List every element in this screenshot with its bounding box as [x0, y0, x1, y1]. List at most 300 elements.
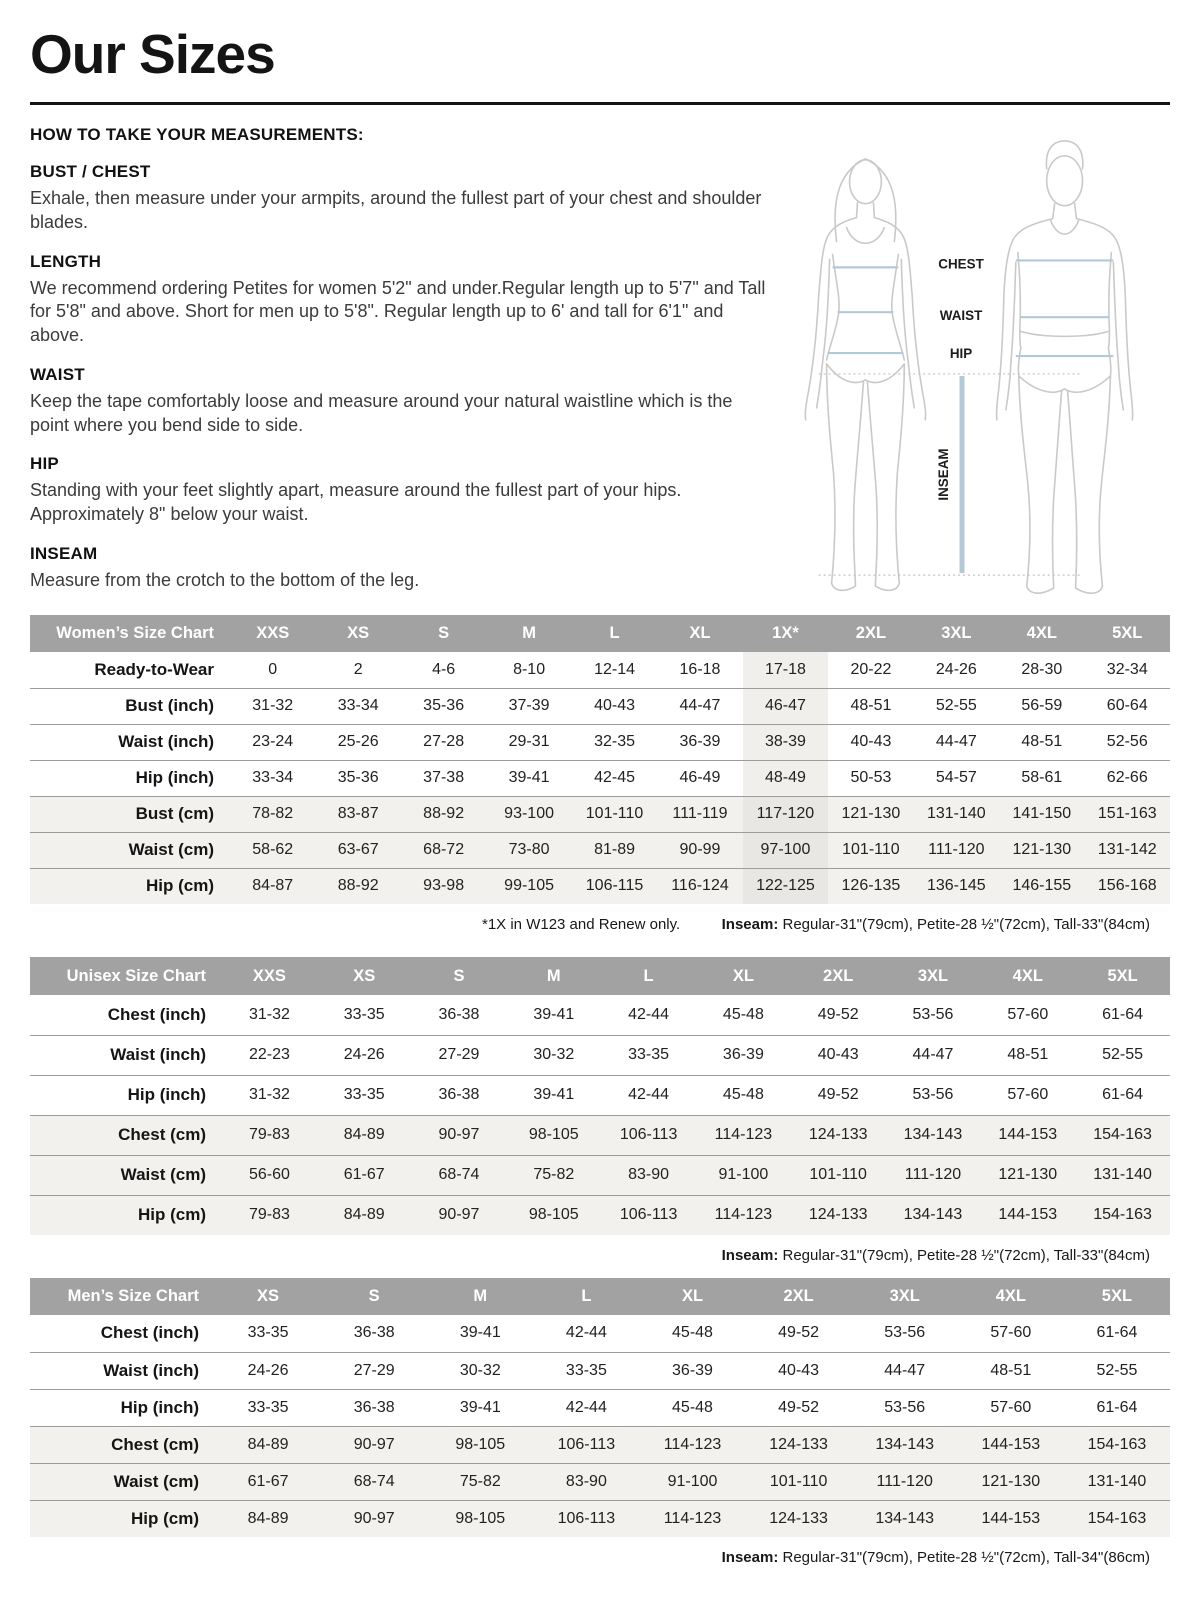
instructions-heading: HOW TO TAKE YOUR MEASUREMENTS:	[30, 125, 364, 144]
table-row	[30, 1463, 1170, 1500]
row-label: Hip (cm)	[138, 1205, 206, 1225]
row-label: Waist (cm)	[113, 1471, 199, 1491]
size-cell: 84-87	[252, 877, 294, 895]
size-cell: 101-110	[809, 1166, 867, 1183]
size-cell: 58-61	[1021, 769, 1063, 786]
size-cell: 33-35	[247, 1398, 289, 1416]
size-column-header: S	[321, 1278, 427, 1315]
size-cell: 44-47	[679, 697, 721, 714]
size-column-header: L	[533, 1278, 639, 1315]
header-row	[30, 957, 1170, 995]
size-column-header: 5XL	[1085, 615, 1170, 652]
size-cell: 78-82	[252, 805, 294, 822]
size-cell: 124-133	[808, 1206, 868, 1224]
size-cell: 134-143	[875, 1435, 935, 1453]
size-cell: 53-56	[912, 1086, 954, 1103]
size-cell: 111-120	[928, 841, 985, 858]
row-label: Chest (cm)	[118, 1125, 206, 1144]
size-cell: 136-145	[926, 877, 986, 895]
size-cell: 36-38	[353, 1324, 395, 1342]
unisex-size-table	[30, 957, 1170, 1235]
page-title: Our Sizes	[30, 23, 275, 85]
size-cell: 111-120	[876, 1472, 933, 1490]
womens-size-table	[30, 615, 1170, 904]
size-cell: 35-36	[423, 697, 465, 714]
row-label: Chest (inch)	[100, 1323, 199, 1343]
size-cell: 79-83	[248, 1126, 290, 1143]
size-cell: 45-48	[722, 1005, 764, 1023]
size-cell: 48-49	[743, 760, 828, 796]
size-cell: 91-100	[718, 1166, 769, 1183]
size-cell: 154-163	[1093, 1126, 1152, 1143]
section-text: Keep the tape comfortably loose and measure around your natural waistline which is the point where you bend side to side.	[30, 390, 733, 435]
size-cell: 48-51	[1021, 733, 1063, 750]
size-cell: 56-59	[1021, 697, 1063, 714]
row-label: Bust (inch)	[125, 696, 214, 715]
table-row	[30, 760, 1170, 796]
size-cell: 84-89	[247, 1509, 289, 1527]
size-column-header: XS	[215, 1278, 321, 1315]
size-cell: 151-163	[1097, 805, 1157, 822]
size-cell: 61-67	[247, 1472, 289, 1490]
size-cell: 52-55	[1096, 1361, 1138, 1379]
size-column-header: XL	[657, 615, 742, 652]
table-row	[30, 1389, 1170, 1426]
size-column-header: 3XL	[886, 957, 981, 995]
size-cell: 42-44	[565, 1398, 607, 1416]
row-label: Chest (cm)	[111, 1434, 199, 1454]
size-cell: 39-41	[533, 1005, 575, 1023]
size-cell: 27-29	[353, 1361, 395, 1379]
size-cell: 83-87	[337, 805, 379, 822]
table-row	[30, 1035, 1170, 1075]
size-cell: 40-43	[817, 1046, 859, 1063]
size-cell: 45-48	[672, 1398, 713, 1416]
size-cell: 35-36	[337, 769, 379, 786]
size-cell: 101-110	[842, 841, 900, 858]
size-cell: 90-97	[438, 1206, 480, 1224]
size-column-header: XL	[639, 1278, 745, 1315]
table-row	[30, 1155, 1170, 1195]
size-cell: 36-39	[722, 1046, 764, 1063]
size-cell: 88-92	[337, 877, 379, 895]
size-cell: 154-163	[1093, 1206, 1152, 1224]
row-label: Waist (inch)	[118, 732, 214, 751]
header-row	[30, 615, 1170, 652]
mens-size-table	[30, 1278, 1170, 1537]
size-cell: 52-55	[1102, 1046, 1144, 1063]
table-row	[30, 1115, 1170, 1155]
size-cell: 32-35	[594, 733, 635, 750]
size-column-header: 4XL	[999, 615, 1084, 652]
section-label: BUST / CHEST	[30, 162, 151, 181]
size-cell: 39-41	[459, 1324, 501, 1342]
section-label: INSEAM	[30, 543, 98, 563]
size-column-header: 3XL	[914, 615, 999, 652]
table-row	[30, 868, 1170, 904]
size-cell: 52-55	[935, 697, 977, 714]
diagram-label-inseam: INSEAM	[936, 448, 952, 501]
row-label: Waist (inch)	[103, 1360, 199, 1380]
size-column-header: 2XL	[828, 615, 913, 652]
size-cell: 42-44	[628, 1086, 670, 1103]
size-cell: 124-133	[808, 1126, 868, 1143]
size-cell: 99-105	[504, 877, 554, 895]
size-cell: 122-125	[743, 868, 828, 904]
size-cell: 61-64	[1096, 1398, 1138, 1416]
size-cell: 131-140	[1087, 1472, 1147, 1490]
size-cell: 29-31	[508, 733, 550, 750]
size-cell: 58-62	[252, 841, 294, 858]
size-cell: 49-52	[778, 1398, 820, 1416]
size-cell: 141-150	[1012, 805, 1072, 822]
womens-chart-footnote	[30, 916, 1170, 933]
size-cell: 23-24	[252, 733, 294, 750]
size-column-header: XXS	[222, 957, 317, 995]
size-cell: 33-35	[247, 1324, 289, 1342]
size-column-header: S	[412, 957, 507, 995]
size-cell: 25-26	[337, 733, 379, 750]
size-cell: 40-43	[778, 1361, 820, 1379]
size-column-header: XL	[696, 957, 791, 995]
size-cell: 101-110	[585, 805, 644, 822]
header-row	[30, 1278, 1170, 1315]
size-cell: 93-98	[423, 877, 465, 895]
size-cell: 24-26	[247, 1361, 289, 1379]
size-cell: 53-56	[884, 1324, 926, 1342]
section-text: We recommend ordering Petites for women 5'2" and under.Regular length up to 5'7" and Tall for 5'8" and above. Short for men up to 5'8". Regular length up to 6' and tall for 6'1" and above.	[30, 277, 766, 345]
size-cell: 30-32	[459, 1361, 501, 1379]
row-label: Ready-to-Wear	[94, 659, 214, 679]
size-cell: 121-130	[998, 1166, 1058, 1183]
size-cell: 84-89	[247, 1435, 289, 1453]
woman-figure	[805, 159, 925, 590]
chart-footnote-inseam: Inseam: Regular-31"(79cm), Petite-28 ½"(72cm), Tall-33"(84cm)	[721, 1247, 1150, 1264]
size-cell: 49-52	[817, 1005, 859, 1023]
size-cell: 42-44	[565, 1324, 607, 1342]
size-cell: 36-38	[353, 1398, 395, 1416]
size-cell: 33-34	[337, 697, 379, 714]
measurement-instructions	[30, 125, 770, 603]
row-label: Hip (cm)	[146, 876, 214, 896]
top-section	[30, 125, 1170, 603]
size-cell: 31-32	[248, 1005, 290, 1023]
size-cell: 131-142	[1097, 841, 1157, 858]
size-column-header: M	[506, 957, 601, 995]
row-label: Hip (cm)	[131, 1508, 199, 1528]
size-cell: 8-10	[513, 660, 546, 678]
body-measurement-illustration	[770, 125, 1170, 603]
row-label: Waist (cm)	[128, 840, 214, 859]
section-length	[30, 252, 770, 348]
table-row	[30, 832, 1170, 868]
size-column-header: XS	[317, 957, 412, 995]
size-cell: 39-41	[459, 1398, 501, 1416]
size-cell: 121-130	[981, 1472, 1041, 1490]
size-cell: 52-56	[1106, 733, 1148, 750]
size-cell: 38-39	[743, 724, 828, 760]
size-cell: 20-22	[850, 660, 892, 678]
size-cell: 116-124	[671, 877, 729, 895]
mens-chart-footnote	[30, 1549, 1170, 1566]
size-cell: 12-14	[594, 660, 635, 678]
size-cell: 33-35	[565, 1361, 607, 1379]
size-column-header: 1X*	[743, 615, 828, 652]
section-text: Standing with your feet slightly apart, measure around the fullest part of your hips. Approximately 8" below your waist.	[30, 480, 682, 524]
diagram-label-waist: WAIST	[939, 308, 983, 324]
size-column-header: 4XL	[980, 957, 1075, 995]
row-label: Hip (inch)	[127, 1085, 206, 1104]
man-figure	[996, 141, 1132, 593]
size-cell: 98-105	[528, 1126, 579, 1143]
size-column-header: L	[601, 957, 696, 995]
size-cell: 46-47	[743, 688, 828, 724]
unisex-size-chart-section	[30, 957, 1170, 1264]
size-cell: 45-48	[722, 1086, 764, 1103]
size-cell: 90-99	[679, 841, 721, 858]
size-column-header: XXS	[230, 615, 315, 652]
chart-title: Men’s Size Chart	[30, 1278, 215, 1315]
size-cell: 106-115	[585, 877, 644, 895]
size-cell: 57-60	[1007, 1005, 1049, 1023]
size-column-header: 4XL	[958, 1278, 1064, 1315]
size-cell: 144-153	[998, 1206, 1058, 1224]
size-cell: 57-60	[990, 1398, 1032, 1416]
size-cell: 22-23	[248, 1046, 290, 1063]
section-label: HIP	[30, 454, 59, 474]
size-cell: 27-28	[423, 733, 465, 750]
size-cell: 44-47	[935, 733, 977, 750]
size-cell: 31-32	[252, 697, 294, 714]
size-column-header: 3XL	[852, 1278, 958, 1315]
size-cell: 117-120	[743, 796, 828, 832]
size-cell: 61-64	[1102, 1005, 1144, 1023]
size-cell: 124-133	[769, 1509, 828, 1527]
size-cell: 60-64	[1106, 697, 1148, 714]
size-cell: 83-90	[628, 1166, 670, 1183]
mens-size-chart-section	[30, 1278, 1170, 1566]
size-cell: 134-143	[903, 1206, 963, 1224]
chart-title: Unisex Size Chart	[30, 957, 222, 995]
diagram-label-chest: CHEST	[938, 256, 984, 272]
size-cell: 28-30	[1021, 660, 1063, 678]
size-cell: 40-43	[850, 733, 892, 750]
table-row	[30, 688, 1170, 724]
size-cell: 33-35	[343, 1005, 385, 1023]
size-cell: 57-60	[990, 1324, 1032, 1342]
size-cell: 88-92	[423, 805, 465, 822]
size-cell: 83-90	[565, 1472, 607, 1490]
size-cell: 61-64	[1102, 1086, 1144, 1103]
size-cell: 50-53	[850, 769, 892, 786]
size-column-header: XS	[315, 615, 400, 652]
size-cell: 114-123	[663, 1435, 722, 1453]
size-cell: 32-34	[1106, 660, 1148, 678]
size-cell: 154-163	[1087, 1509, 1147, 1527]
size-cell: 40-43	[594, 697, 635, 714]
size-cell: 124-133	[769, 1435, 828, 1453]
size-cell: 90-97	[353, 1435, 395, 1453]
size-cell: 44-47	[912, 1046, 954, 1063]
section-waist	[30, 365, 770, 438]
size-cell: 68-74	[353, 1472, 395, 1490]
table-row	[30, 1075, 1170, 1115]
chart-title: Women’s Size Chart	[30, 615, 230, 652]
size-cell: 131-140	[1093, 1166, 1152, 1183]
size-cell: 121-130	[1012, 841, 1072, 858]
size-cell: 146-155	[1012, 877, 1072, 895]
size-cell: 114-123	[663, 1509, 722, 1527]
size-column-header: M	[427, 1278, 533, 1315]
row-label: Bust (cm)	[135, 804, 214, 823]
size-cell: 36-38	[438, 1005, 480, 1023]
size-cell: 17-18	[743, 652, 828, 688]
section-inseam	[30, 544, 770, 593]
size-cell: 131-140	[926, 805, 986, 822]
size-cell: 36-39	[679, 733, 721, 750]
section-hip	[30, 454, 770, 527]
size-cell: 62-66	[1106, 769, 1148, 786]
size-cell: 101-110	[769, 1472, 828, 1490]
row-label: Chest (inch)	[107, 1004, 206, 1024]
table-row	[30, 1315, 1170, 1352]
size-cell: 106-113	[619, 1206, 678, 1224]
size-cell: 156-168	[1097, 877, 1157, 895]
row-label: Waist (inch)	[110, 1045, 206, 1064]
size-cell: 98-105	[455, 1509, 506, 1527]
size-cell: 134-143	[903, 1126, 963, 1143]
table-row	[30, 1352, 1170, 1389]
size-column-header: S	[401, 615, 486, 652]
row-label: Hip (inch)	[120, 1397, 199, 1417]
size-cell: 4-6	[432, 660, 456, 678]
size-cell: 61-64	[1096, 1324, 1138, 1342]
size-cell: 56-60	[248, 1166, 290, 1183]
size-column-header: 5XL	[1064, 1278, 1170, 1315]
size-cell: 81-89	[594, 841, 635, 858]
size-cell: 27-29	[438, 1046, 480, 1063]
womens-size-chart-section	[30, 615, 1170, 933]
size-column-header: 5XL	[1075, 957, 1170, 995]
size-cell: 93-100	[504, 805, 554, 822]
size-cell: 39-41	[508, 769, 550, 786]
size-cell: 45-48	[672, 1324, 713, 1342]
size-cell: 126-135	[841, 877, 901, 895]
size-cell: 49-52	[817, 1086, 859, 1103]
size-cell: 24-26	[935, 660, 977, 678]
size-cell: 42-45	[594, 769, 635, 786]
size-cell: 114-123	[714, 1206, 773, 1224]
size-cell: 53-56	[912, 1005, 954, 1023]
table-row	[30, 796, 1170, 832]
table-row	[30, 1500, 1170, 1537]
size-cell: 79-83	[248, 1206, 290, 1224]
size-cell: 33-35	[628, 1046, 670, 1063]
size-cell: 54-57	[935, 769, 977, 786]
diagram-label-hip: HIP	[949, 346, 973, 362]
section-text: Exhale, then measure under your armpits, around the fullest part of your chest and shoulder blades.	[30, 188, 762, 232]
size-cell: 134-143	[875, 1509, 935, 1527]
size-column-header: L	[572, 615, 657, 652]
size-cell: 37-38	[423, 769, 465, 786]
size-cell: 111-120	[904, 1166, 962, 1183]
size-cell: 154-163	[1087, 1435, 1147, 1453]
size-cell: 68-72	[423, 841, 465, 858]
size-cell: 33-34	[252, 769, 294, 786]
size-cell: 144-153	[981, 1435, 1041, 1453]
row-label: Waist (cm)	[120, 1165, 206, 1184]
size-cell: 90-97	[353, 1509, 395, 1527]
size-cell: 84-89	[343, 1206, 385, 1224]
section-bust-chest	[30, 162, 770, 235]
size-cell: 37-39	[508, 697, 550, 714]
size-cell: 73-80	[508, 841, 550, 858]
chart-footnote-inseam: Inseam: Regular-31"(79cm), Petite-28 ½"(72cm), Tall-33"(84cm)	[721, 916, 1150, 933]
size-cell: 49-52	[778, 1324, 820, 1342]
table-row	[30, 724, 1170, 760]
size-column-header: 2XL	[791, 957, 886, 995]
size-cell: 16-18	[679, 660, 721, 678]
size-cell: 63-67	[337, 841, 379, 858]
size-cell: 61-67	[343, 1166, 385, 1183]
section-text: Measure from the crotch to the bottom of the leg.	[30, 569, 420, 590]
size-cell: 2	[353, 660, 363, 678]
size-cell: 98-105	[528, 1206, 579, 1224]
size-cell: 44-47	[884, 1361, 926, 1379]
size-cell: 144-153	[981, 1509, 1041, 1527]
section-label: WAIST	[30, 364, 85, 384]
size-cell: 48-51	[1007, 1046, 1049, 1063]
unisex-chart-footnote	[30, 1247, 1170, 1264]
table-row	[30, 1426, 1170, 1463]
size-cell: 48-51	[850, 697, 892, 714]
size-column-header: 2XL	[746, 1278, 852, 1315]
measurement-diagram	[770, 125, 1170, 603]
size-cell: 48-51	[990, 1361, 1032, 1379]
size-cell: 36-39	[672, 1361, 713, 1379]
size-cell: 57-60	[1007, 1086, 1049, 1103]
size-cell: 91-100	[667, 1472, 718, 1490]
size-cell: 42-44	[628, 1005, 670, 1023]
size-cell: 121-130	[841, 805, 901, 822]
size-cell: 84-89	[343, 1126, 385, 1143]
size-cell: 53-56	[884, 1398, 926, 1416]
chart-footnote-inseam: Inseam: Regular-31"(79cm), Petite-28 ½"(72cm), Tall-34"(86cm)	[721, 1549, 1150, 1566]
size-cell: 106-113	[619, 1126, 678, 1143]
chart-footnote-note: *1X in W123 and Renew only.	[482, 916, 681, 933]
size-cell: 30-32	[533, 1046, 575, 1063]
row-label: Hip (inch)	[135, 768, 214, 787]
size-cell: 114-123	[714, 1126, 773, 1143]
size-cell: 0	[268, 660, 278, 678]
size-cell: 75-82	[533, 1166, 575, 1183]
size-cell: 98-105	[455, 1435, 506, 1453]
size-cell: 75-82	[459, 1472, 501, 1490]
size-cell: 144-153	[998, 1126, 1058, 1143]
size-cell: 90-97	[438, 1126, 480, 1143]
size-cell: 111-119	[672, 805, 728, 822]
size-cell: 106-113	[557, 1435, 616, 1453]
size-cell: 97-100	[743, 832, 828, 868]
size-cell: 24-26	[343, 1046, 385, 1063]
size-cell: 39-41	[533, 1086, 575, 1103]
table-row	[30, 652, 1170, 688]
title-divider	[30, 102, 1170, 105]
size-cell: 46-49	[679, 769, 721, 786]
size-cell: 31-32	[248, 1086, 290, 1103]
size-cell: 106-113	[557, 1509, 616, 1527]
table-row	[30, 995, 1170, 1035]
